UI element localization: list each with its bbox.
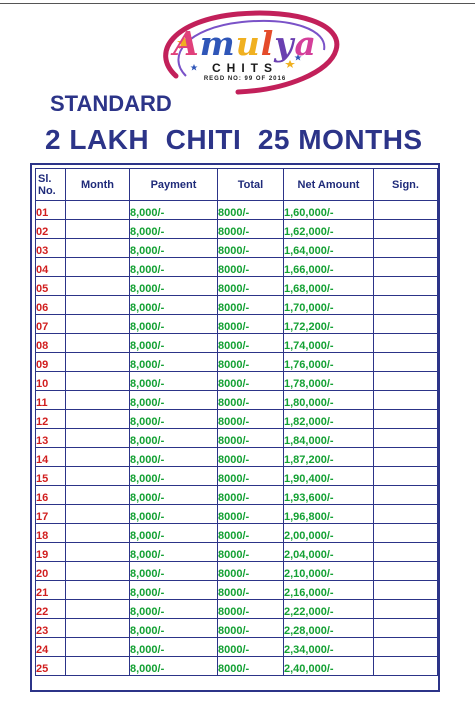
logo-letter: u — [235, 24, 261, 63]
table-header-row — [36, 169, 438, 201]
row-total: 8000/- — [218, 239, 284, 258]
row-sign-cell — [374, 277, 438, 296]
row-sign-cell — [374, 372, 438, 391]
row-total: 8000/- — [218, 334, 284, 353]
row-sl-no: 03 — [36, 239, 66, 258]
row-total: 8000/- — [218, 486, 284, 505]
table-row — [36, 296, 438, 315]
row-payment: 8,000/- — [130, 353, 218, 372]
row-payment: 8,000/- — [130, 524, 218, 543]
table-row — [36, 258, 438, 277]
row-payment: 8,000/- — [130, 448, 218, 467]
logo-letter: y — [274, 24, 295, 63]
row-total: 8000/- — [218, 372, 284, 391]
row-sign-cell — [374, 353, 438, 372]
table-row — [36, 239, 438, 258]
row-sl-no: 19 — [36, 543, 66, 562]
row-payment: 8,000/- — [130, 258, 218, 277]
table-row — [36, 619, 438, 638]
row-net-amount: 2,10,000/- — [284, 562, 374, 581]
row-total: 8000/- — [218, 258, 284, 277]
row-sign-cell — [374, 239, 438, 258]
logo-letter: A — [173, 24, 200, 63]
row-sl-no: 01 — [36, 201, 66, 220]
row-month-cell — [66, 524, 130, 543]
logo-registration: REGD NO: 99 OF 2016 — [203, 76, 287, 82]
row-total: 8000/- — [218, 429, 284, 448]
row-net-amount: 1,60,000/- — [284, 201, 374, 220]
chit-schedule-sheet — [30, 163, 440, 692]
row-payment: 8,000/- — [130, 201, 218, 220]
row-sign-cell — [374, 467, 438, 486]
row-month-cell — [66, 505, 130, 524]
row-total: 8000/- — [218, 524, 284, 543]
row-payment: 8,000/- — [130, 429, 218, 448]
logo-wordmark — [146, 24, 344, 63]
row-total: 8000/- — [218, 638, 284, 657]
row-total: 8000/- — [218, 467, 284, 486]
header-net-amount: Net Amount — [284, 169, 374, 201]
row-month-cell — [66, 239, 130, 258]
row-sl-no: 05 — [36, 277, 66, 296]
row-month-cell — [66, 429, 130, 448]
row-payment: 8,000/- — [130, 334, 218, 353]
row-net-amount: 1,74,000/- — [284, 334, 374, 353]
header-total: Total — [218, 169, 284, 201]
table-row — [36, 505, 438, 524]
row-sl-no: 06 — [36, 296, 66, 315]
row-payment: 8,000/- — [130, 277, 218, 296]
row-sl-no: 18 — [36, 524, 66, 543]
row-payment: 8,000/- — [130, 315, 218, 334]
row-net-amount: 1,96,800/- — [284, 505, 374, 524]
row-net-amount: 1,87,200/- — [284, 448, 374, 467]
row-net-amount: 1,93,600/- — [284, 486, 374, 505]
row-total: 8000/- — [218, 315, 284, 334]
row-payment: 8,000/- — [130, 372, 218, 391]
table-row — [36, 657, 438, 676]
row-payment: 8,000/- — [130, 600, 218, 619]
row-net-amount: 1,64,000/- — [284, 239, 374, 258]
row-payment: 8,000/- — [130, 581, 218, 600]
header-month: Month — [66, 169, 130, 201]
row-net-amount: 1,76,000/- — [284, 353, 374, 372]
header-sl-no — [36, 169, 66, 201]
table-row — [36, 581, 438, 600]
row-total: 8000/- — [218, 657, 284, 676]
header-sign: Sign. — [374, 169, 438, 201]
row-sign-cell — [374, 638, 438, 657]
row-sign-cell — [374, 258, 438, 277]
row-sl-no: 23 — [36, 619, 66, 638]
row-net-amount: 1,72,200/- — [284, 315, 374, 334]
table-row — [36, 638, 438, 657]
table-row — [36, 429, 438, 448]
row-month-cell — [66, 315, 130, 334]
row-sl-no: 11 — [36, 391, 66, 410]
row-sign-cell — [374, 562, 438, 581]
row-sign-cell — [374, 486, 438, 505]
row-net-amount: 1,70,000/- — [284, 296, 374, 315]
row-sl-no: 22 — [36, 600, 66, 619]
row-sign-cell — [374, 505, 438, 524]
row-total: 8000/- — [218, 277, 284, 296]
row-payment: 8,000/- — [130, 410, 218, 429]
row-net-amount: 2,22,000/- — [284, 600, 374, 619]
row-total: 8000/- — [218, 448, 284, 467]
scheme-heading: STANDARD — [50, 91, 172, 116]
row-month-cell — [66, 201, 130, 220]
row-month-cell — [66, 486, 130, 505]
row-net-amount: 1,82,000/- — [284, 410, 374, 429]
row-sl-no: 20 — [36, 562, 66, 581]
row-sl-no: 02 — [36, 220, 66, 239]
row-net-amount: 2,34,000/- — [284, 638, 374, 657]
row-sl-no: 16 — [36, 486, 66, 505]
row-payment: 8,000/- — [130, 239, 218, 258]
table-row — [36, 600, 438, 619]
row-net-amount: 1,66,000/- — [284, 258, 374, 277]
row-sign-cell — [374, 296, 438, 315]
row-month-cell — [66, 448, 130, 467]
table-row — [36, 467, 438, 486]
row-total: 8000/- — [218, 296, 284, 315]
row-net-amount: 1,78,000/- — [284, 372, 374, 391]
row-month-cell — [66, 562, 130, 581]
row-total: 8000/- — [218, 410, 284, 429]
row-sign-cell — [374, 619, 438, 638]
row-month-cell — [66, 258, 130, 277]
row-month-cell — [66, 638, 130, 657]
table-row — [36, 448, 438, 467]
header-sl-line1: Sl. — [38, 172, 52, 185]
row-sign-cell — [374, 657, 438, 676]
table-row — [36, 220, 438, 239]
row-month-cell — [66, 220, 130, 239]
row-sl-no: 10 — [36, 372, 66, 391]
chit-schedule-table — [35, 168, 438, 676]
logo-subtitle: CHITS — [212, 61, 278, 75]
row-sl-no: 08 — [36, 334, 66, 353]
table-row — [36, 353, 438, 372]
logo-letter: l — [260, 24, 275, 63]
row-sl-no: 17 — [36, 505, 66, 524]
page-title: 2 LAKH CHITI 25 MONTHS — [45, 124, 423, 155]
row-net-amount: 2,28,000/- — [284, 619, 374, 638]
table-row — [36, 391, 438, 410]
row-total: 8000/- — [218, 391, 284, 410]
row-payment: 8,000/- — [130, 391, 218, 410]
row-total: 8000/- — [218, 581, 284, 600]
table-row — [36, 486, 438, 505]
row-total: 8000/- — [218, 220, 284, 239]
row-month-cell — [66, 467, 130, 486]
row-net-amount: 1,80,000/- — [284, 391, 374, 410]
table-row — [36, 410, 438, 429]
row-payment: 8,000/- — [130, 543, 218, 562]
row-total: 8000/- — [218, 562, 284, 581]
row-total: 8000/- — [218, 505, 284, 524]
header-payment: Payment — [130, 169, 218, 201]
table-row — [36, 562, 438, 581]
row-sign-cell — [374, 448, 438, 467]
row-payment: 8,000/- — [130, 296, 218, 315]
row-month-cell — [66, 391, 130, 410]
row-month-cell — [66, 296, 130, 315]
row-sl-no: 15 — [36, 467, 66, 486]
table-row — [36, 315, 438, 334]
row-payment: 8,000/- — [130, 220, 218, 239]
row-net-amount: 2,04,000/- — [284, 543, 374, 562]
row-sign-cell — [374, 315, 438, 334]
logo-letter: a — [294, 24, 317, 63]
table-row — [36, 524, 438, 543]
logo-letter: m — [199, 24, 236, 63]
table-row — [36, 334, 438, 353]
row-payment: 8,000/- — [130, 562, 218, 581]
row-net-amount: 1,84,000/- — [284, 429, 374, 448]
row-payment: 8,000/- — [130, 486, 218, 505]
row-net-amount: 1,90,400/- — [284, 467, 374, 486]
row-month-cell — [66, 543, 130, 562]
table-row — [36, 201, 438, 220]
row-month-cell — [66, 372, 130, 391]
row-sl-no: 14 — [36, 448, 66, 467]
row-sl-no: 07 — [36, 315, 66, 334]
row-month-cell — [66, 619, 130, 638]
row-sl-no: 25 — [36, 657, 66, 676]
row-net-amount: 2,16,000/- — [284, 581, 374, 600]
row-sign-cell — [374, 600, 438, 619]
row-sign-cell — [374, 429, 438, 448]
row-month-cell — [66, 657, 130, 676]
row-payment: 8,000/- — [130, 505, 218, 524]
row-total: 8000/- — [218, 201, 284, 220]
top-border-line — [0, 3, 475, 4]
table-row — [36, 372, 438, 391]
row-sl-no: 13 — [36, 429, 66, 448]
row-sign-cell — [374, 334, 438, 353]
row-sign-cell — [374, 524, 438, 543]
row-total: 8000/- — [218, 543, 284, 562]
row-sign-cell — [374, 581, 438, 600]
row-sign-cell — [374, 391, 438, 410]
row-sl-no: 12 — [36, 410, 66, 429]
row-month-cell — [66, 581, 130, 600]
row-net-amount: 2,00,000/- — [284, 524, 374, 543]
row-month-cell — [66, 410, 130, 429]
amulya-chits-logo — [146, 6, 344, 98]
row-payment: 8,000/- — [130, 638, 218, 657]
row-month-cell — [66, 600, 130, 619]
row-sign-cell — [374, 543, 438, 562]
row-month-cell — [66, 334, 130, 353]
row-payment: 8,000/- — [130, 657, 218, 676]
table-row — [36, 277, 438, 296]
row-payment: 8,000/- — [130, 619, 218, 638]
row-sl-no: 24 — [36, 638, 66, 657]
row-net-amount: 1,68,000/- — [284, 277, 374, 296]
row-sl-no: 04 — [36, 258, 66, 277]
row-net-amount: 2,40,000/- — [284, 657, 374, 676]
row-sl-no: 21 — [36, 581, 66, 600]
row-month-cell — [66, 353, 130, 372]
row-sign-cell — [374, 410, 438, 429]
row-sign-cell — [374, 220, 438, 239]
row-total: 8000/- — [218, 600, 284, 619]
row-total: 8000/- — [218, 619, 284, 638]
row-month-cell — [66, 277, 130, 296]
row-payment: 8,000/- — [130, 467, 218, 486]
row-sl-no: 09 — [36, 353, 66, 372]
row-total: 8000/- — [218, 353, 284, 372]
row-net-amount: 1,62,000/- — [284, 220, 374, 239]
row-sign-cell — [374, 201, 438, 220]
table-row — [36, 543, 438, 562]
header-sl-line2: No. — [38, 184, 56, 197]
